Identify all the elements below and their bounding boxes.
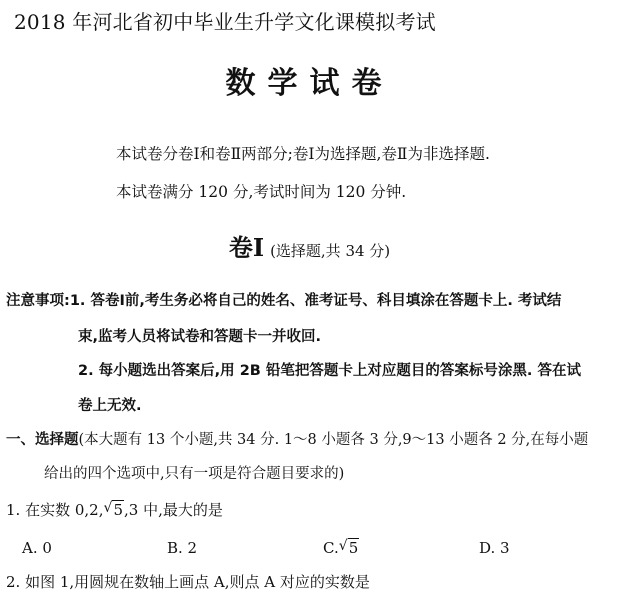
radical-sign-icon: √ <box>338 538 348 554</box>
notes-label: 注意事项: <box>6 293 70 309</box>
section-heading-main: 卷Ⅰ <box>228 233 265 262</box>
question-2-stem: 2. 如图 1,用圆规在数轴上画点 A,则点 A 对应的实数是 <box>6 573 370 591</box>
question-1-option-d: D. 3 <box>479 539 510 557</box>
sqrt-radicand: 5 <box>113 501 124 519</box>
question-1-option-c <box>323 539 359 557</box>
section-heading-sub: (选择题,共 34 分) <box>270 242 391 260</box>
sqrt-radicand: 5 <box>348 539 359 557</box>
section1-line2: 给出的四个选项中,只有一项是符合题目要求的) <box>44 466 345 482</box>
notes-item1-line1 <box>6 289 561 310</box>
sqrt-expression <box>339 539 360 557</box>
question-1-stem-post: ,3 中,最大的是 <box>124 501 223 519</box>
sqrt-expression <box>103 501 124 519</box>
question-1-option-a: A. 0 <box>22 539 52 557</box>
notes-item2-line1: 2. 每小题选出答案后,用 2B 铅笔把答题卡上对应题目的答案标号涂黑. 答在试 <box>78 363 581 379</box>
section-heading <box>0 228 619 263</box>
radical-sign-icon: √ <box>103 500 113 516</box>
notes-item1-line2: 束,监考人员将试卷和答题卡一并收回. <box>78 329 322 345</box>
option-c-label: C. <box>323 539 339 557</box>
notes-item2-line2: 卷上无效. <box>78 398 142 414</box>
question-1-stem <box>6 499 223 520</box>
section1-line1 <box>6 428 588 449</box>
intro-line-2: 本试卷满分 120 分,考试时间为 120 分钟. <box>116 183 407 201</box>
question-1-option-b: B. 2 <box>167 539 198 557</box>
intro-line-1: 本试卷分卷Ⅰ和卷Ⅱ两部分;卷Ⅰ为选择题,卷Ⅱ为非选择题. <box>116 145 490 163</box>
exam-header-title: 2018 年河北省初中毕业生升学文化课模拟考试 <box>14 10 436 34</box>
section1-desc: (本大题有 13 个小题,共 34 分. 1～8 小题各 3 分,9～13 小题各 2 分,在每小题 <box>78 432 589 448</box>
question-1-stem-pre: 1. 在实数 0,2, <box>6 501 104 519</box>
section1-label: 一、选择题 <box>6 431 79 448</box>
notes-item1-text: 1. 答卷Ⅰ前,考生务必将自己的姓名、准考证号、科目填涂在答题卡上. 考试结 <box>69 293 562 309</box>
exam-main-title: 数学试卷 <box>225 66 394 101</box>
